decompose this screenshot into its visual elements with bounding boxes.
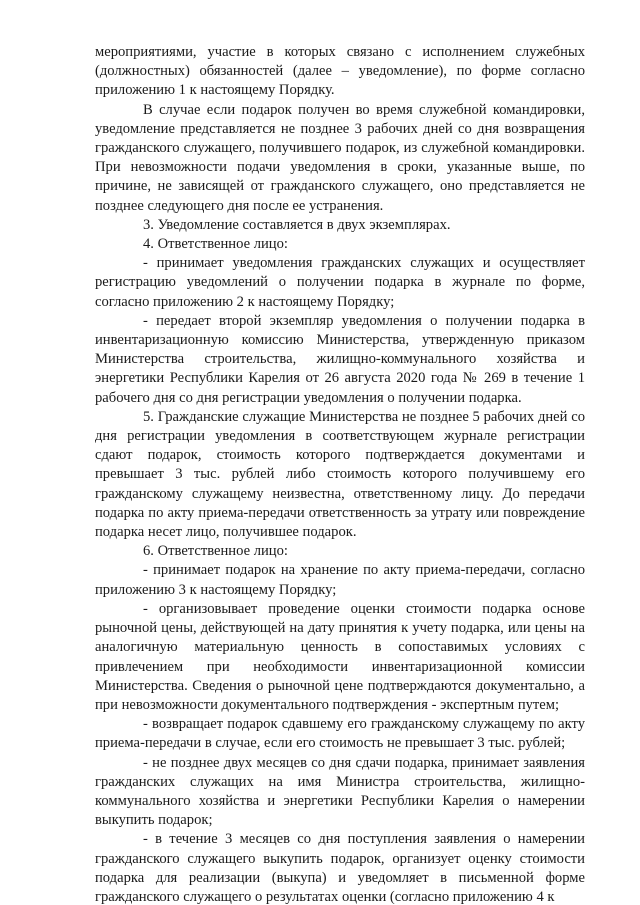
paragraph-4: 4. Ответственное лицо: (143, 236, 288, 253)
paragraph-3: 3. Уведомление составляется в двух экземплярах. (143, 216, 451, 233)
document-body (95, 43, 585, 905)
paragraph-6: - передает второй экземпляр уведомления о получении подарка в инвентаризационную комиссию Министерства, утвержденную приказом Министерства строительства, жилищно-коммунального хозяйства и энергетики Республики Карелия от 26 августа 2020 года № 269 в течение 1 рабочего дня со дня регистрации уведомления о получении подарка. (95, 312, 585, 406)
paragraph-13: - в течение 3 месяцев со дня поступления заявления о намерении гражданского служащего выкупить подарок, организует оценку стоимости подарка для реализации (выкупа) и уведомляет в письменной форме гражданского служащего о результатах оценки (согласно приложению 4 к (95, 831, 585, 905)
paragraph-8: 6. Ответственное лицо: (143, 543, 288, 560)
paragraph-1: мероприятиями, участие в которых связано с исполнением служебных (должностных) обязанностей (далее – уведомление), по форме согласно приложению 1 к настоящему Порядку. (95, 44, 585, 99)
paragraph-10: - организовывает проведение оценки стоимости подарка основе рыночной цены, действующей на дату принятия к учету подарка, или цены на аналогичную материальную ценность в сопоставимых условиях с привлечением при необходимости инвентаризационной комиссии Министерства. Сведения о рыночной цене подтверждаются документально, а при невозможности документального подтверждения - экспертным путем; (95, 600, 585, 713)
paragraph-7: 5. Гражданские служащие Министерства не позднее 5 рабочих дней со дня регистрации уведомления в соответствующем журнале регистрации сдают подарок, стоимость которого подтверждается документами и превышает 3 тыс. рублей либо стоимость которого получившему его гражданскому служащему неизвестна, ответственному лицу. До передачи подарка по акту приема-передачи ответственность за утрату или повреждение подарка несет лицо, получившее подарок. (95, 408, 585, 541)
paragraph-9: - принимает подарок на хранение по акту приема-передачи, согласно приложению 3 к настоящему Порядку; (95, 562, 585, 598)
paragraph-11: - возвращает подарок сдавшему его гражданскому служащему по акту приема-передачи в случае, если его стоимость не превышает 3 тыс. рублей; (95, 716, 585, 752)
paragraph-5: - принимает уведомления гражданских служащих и осуществляет регистрацию уведомлений о получении подарка в журнале по форме, согласно приложению 2 к настоящему Порядку; (95, 255, 585, 310)
paragraph-2: В случае если подарок получен во время служебной командировки, уведомление представляется не позднее 3 рабочих дней со дня возвращения гражданского служащего, получившего подарок, из служебной командировки. При невозможности подачи уведомления в сроки, указанные выше, по причине, не зависящей от гражданского служащего, оно представляется не позднее следующего дня после ее устранения. (95, 101, 585, 214)
paragraph-12: - не позднее двух месяцев со дня сдачи подарка, принимает заявления гражданских служащих на имя Министра строительства, жилищно-коммунального хозяйства и энергетики Республики Карелия о намерении выкупить подарок; (95, 754, 585, 829)
